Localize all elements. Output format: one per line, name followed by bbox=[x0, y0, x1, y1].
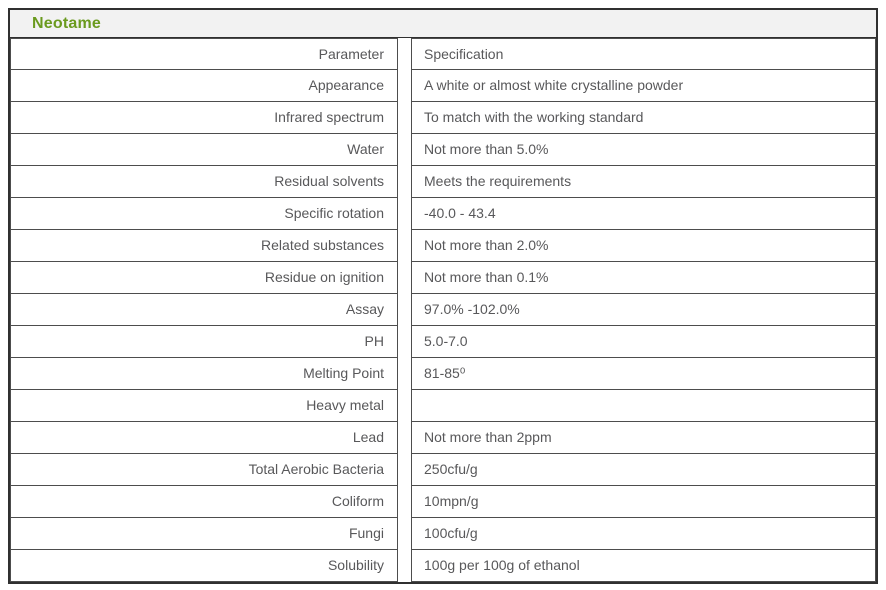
page-title: Neotame bbox=[32, 14, 101, 32]
column-gap bbox=[398, 262, 411, 294]
specification-cell: A white or almost white crystalline powder bbox=[411, 69, 876, 102]
parameter-cell: Specific rotation bbox=[10, 197, 398, 230]
parameter-cell: Heavy metal bbox=[10, 389, 398, 422]
table-row bbox=[10, 38, 876, 70]
column-gap bbox=[398, 198, 411, 230]
table-row bbox=[10, 550, 876, 582]
spec-table-body bbox=[10, 38, 876, 582]
table-row bbox=[10, 70, 876, 102]
parameter-cell: Lead bbox=[10, 421, 398, 454]
table-row bbox=[10, 422, 876, 454]
specification-cell: 100g per 100g of ethanol bbox=[411, 549, 876, 582]
table-row bbox=[10, 518, 876, 550]
parameter-cell: Related substances bbox=[10, 229, 398, 262]
table-row bbox=[10, 198, 876, 230]
column-gap bbox=[398, 166, 411, 198]
table-row bbox=[10, 230, 876, 262]
parameter-cell: Residue on ignition bbox=[10, 261, 398, 294]
column-gap bbox=[398, 230, 411, 262]
specification-cell bbox=[411, 389, 876, 422]
parameter-cell: Solubility bbox=[10, 549, 398, 582]
column-gap bbox=[398, 102, 411, 134]
column-gap bbox=[398, 390, 411, 422]
specification-cell: Not more than 0.1% bbox=[411, 261, 876, 294]
table-row bbox=[10, 166, 876, 198]
parameter-cell: Melting Point bbox=[10, 357, 398, 390]
parameter-cell: Infrared spectrum bbox=[10, 101, 398, 134]
specification-cell: -40.0 - 43.4 bbox=[411, 197, 876, 230]
specification-cell: Specification bbox=[411, 38, 876, 70]
specification-cell: 100cfu/g bbox=[411, 517, 876, 550]
table-row bbox=[10, 102, 876, 134]
parameter-cell: Parameter bbox=[10, 38, 398, 70]
table-row bbox=[10, 262, 876, 294]
column-gap bbox=[398, 518, 411, 550]
parameter-cell: PH bbox=[10, 325, 398, 358]
table-row bbox=[10, 326, 876, 358]
table-row bbox=[10, 294, 876, 326]
table-header bbox=[10, 10, 876, 38]
parameter-cell: Residual solvents bbox=[10, 165, 398, 198]
specification-cell: Not more than 2.0% bbox=[411, 229, 876, 262]
specification-cell: To match with the working standard bbox=[411, 101, 876, 134]
parameter-cell: Total Aerobic Bacteria bbox=[10, 453, 398, 486]
column-gap bbox=[398, 454, 411, 486]
column-gap bbox=[398, 70, 411, 102]
table-row bbox=[10, 454, 876, 486]
table-row bbox=[10, 134, 876, 166]
parameter-cell: Appearance bbox=[10, 69, 398, 102]
column-gap bbox=[398, 358, 411, 390]
column-gap bbox=[398, 294, 411, 326]
table-row bbox=[10, 358, 876, 390]
specification-cell: Meets the requirements bbox=[411, 165, 876, 198]
specification-cell: 250cfu/g bbox=[411, 453, 876, 486]
parameter-cell: Fungi bbox=[10, 517, 398, 550]
column-gap bbox=[398, 326, 411, 358]
specification-cell: Not more than 5.0% bbox=[411, 133, 876, 166]
column-gap bbox=[398, 486, 411, 518]
parameter-cell: Water bbox=[10, 133, 398, 166]
specification-cell: 97.0% -102.0% bbox=[411, 293, 876, 326]
specification-table bbox=[8, 8, 878, 584]
column-gap bbox=[398, 550, 411, 582]
specification-cell: 5.0-7.0 bbox=[411, 325, 876, 358]
parameter-cell: Coliform bbox=[10, 485, 398, 518]
column-gap bbox=[398, 38, 411, 70]
column-gap bbox=[398, 422, 411, 454]
table-row bbox=[10, 486, 876, 518]
specification-cell: 81-85⁰ bbox=[411, 357, 876, 390]
parameter-cell: Assay bbox=[10, 293, 398, 326]
column-gap bbox=[398, 134, 411, 166]
specification-cell: Not more than 2ppm bbox=[411, 421, 876, 454]
table-row bbox=[10, 390, 876, 422]
specification-cell: 10mpn/g bbox=[411, 485, 876, 518]
